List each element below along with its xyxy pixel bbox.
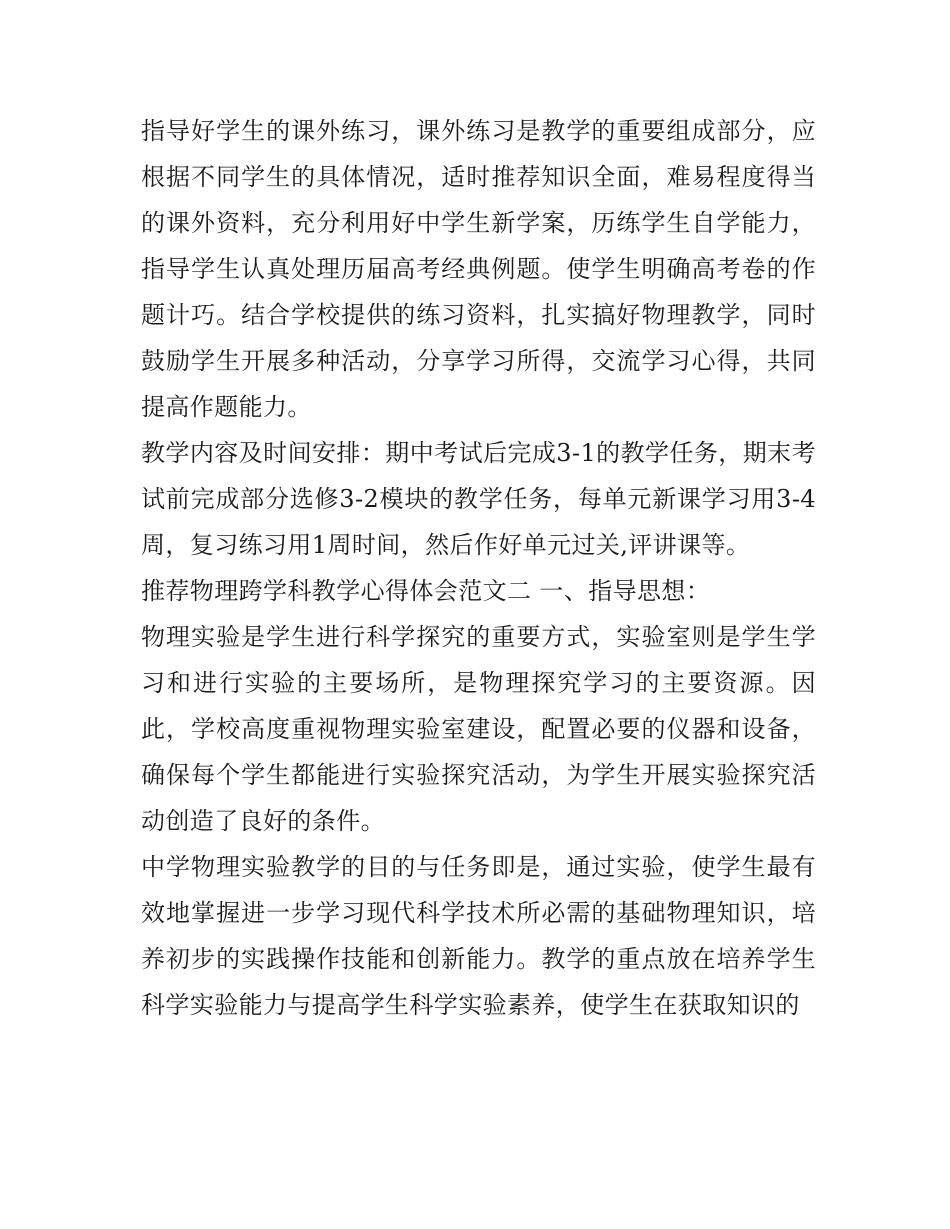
document-body xyxy=(141,108,816,1028)
paragraph-section-heading: 推荐物理跨学科教学心得体会范文二 一、指导思想： xyxy=(141,577,711,605)
paragraph-experiment-teaching-goals: 中学物理实验教学的目的与任务即是，通过实验，使学生最有效地掌握进一步学习现代科学技术所必需的基础物理知识，培养初步的实践操作技能和创新能力。教学的重点放在培养学生科学实验能力与提高学生科学实验素养，使学生在获取知识的 xyxy=(141,853,816,1019)
paragraph-extracurricular-practice: 指导好学生的课外练习，课外练习是教学的重要组成部分，应根据不同学生的具体情况，适时推荐知识全面，难易程度得当的课外资料，充分利用好中学生新学案，历练学生自学能力，指导学生认真处理历届高考经典例题。使学生明确高考卷的作题计巧。结合学校提供的练习资料，扎实搞好物理教学，同时鼓励学生开展多种活动，分享学习所得，交流学习心得，共同提高作题能力。 xyxy=(141,117,816,421)
paragraph-physics-experiments: 物理实验是学生进行科学探究的重要方式，实验室则是学生学习和进行实验的主要场所，是物理探究学习的主要资源。因此，学校高度重视物理实验室建设，配置必要的仪器和设备，确保每个学生都能进行实验探究活动，为学生开展实验探究活动创造了良好的条件。 xyxy=(141,623,816,835)
paragraph-teaching-schedule: 教学内容及时间安排：期中考试后完成3-1的教学任务，期末考试前完成部分选修3-2模块的教学任务，每单元新课学习用3-4周，复习练习用1周时间，然后作好单元过关,评讲课等。 xyxy=(141,439,816,559)
